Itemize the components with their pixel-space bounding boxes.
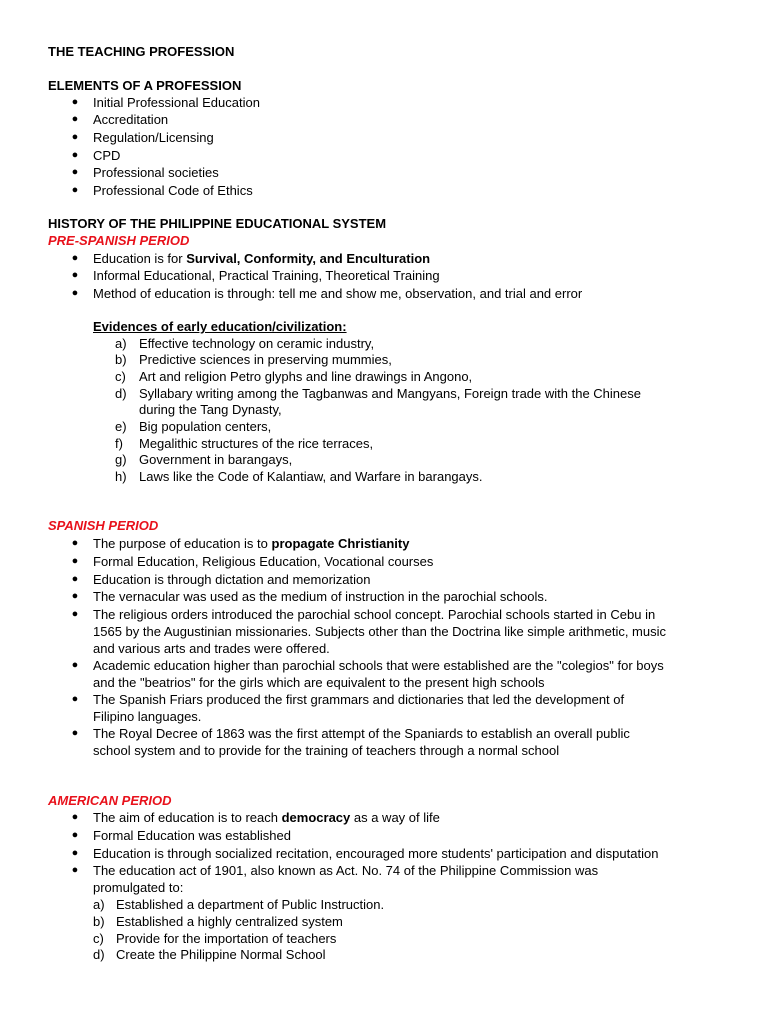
bullet-icon: ●: [71, 727, 79, 739]
bullet-icon: ●: [71, 166, 79, 178]
spanish-heading: SPANISH PERIOD: [48, 518, 159, 533]
bullet-icon: ●: [71, 573, 79, 585]
american-heading: AMERICAN PERIOD: [48, 793, 172, 808]
bullet-icon: ●: [71, 590, 79, 602]
bullet-icon: ●: [71, 693, 79, 705]
pre-spanish-heading: PRE-SPANISH PERIOD: [48, 233, 190, 248]
bullet-icon: ●: [71, 287, 79, 299]
bullet-icon: ●: [71, 847, 79, 859]
evidences-heading: Evidences of early education/civilization:: [93, 319, 347, 334]
bullet-icon: ●: [71, 659, 79, 671]
bullet-icon: ●: [71, 555, 79, 567]
bullet-icon: ●: [71, 269, 79, 281]
bullet-icon: ●: [71, 829, 79, 841]
bullet-icon: ●: [71, 811, 79, 823]
document-title: THE TEACHING PROFESSION: [48, 44, 235, 59]
bullet-icon: ●: [71, 96, 79, 108]
document-page: THE TEACHING PROFESSION ELEMENTS OF A PROFESSION ● Initial Professional Education ● Accreditation ● Regulation/Licensing ● CPD ● Professional societies ● Professional Code of Ethics HISTORY OF THE PHILIPPINE EDUCATIONAL SYSTEM PRE-SPANISH PERIOD ● Education is for Survival, Conformity, and Enculturation ● Informal Educational, Practical Training, Theoretical Training ● Method of education is through: tell me and show me, observation, and trial and error Evidences of early education/civilization: a) Effective technology on ceramic industry, b) Predictive sciences in preserving mummies, c) Art and religion Petro glyphs and line drawings in Angono, d) Syllabary writing among the Tagbanwas and Mangyans, Foreign trade with the Chinese during the Tang Dynasty, e) Big population centers, f) Megalithic structures of the rice terraces, g) Government in barangays, h) Laws like the Code of Kalantiaw, and Warfare in barangays. SPANISH PERIOD ● The purpose of education is to propagate Christianity ● Formal Education, Religious Education, Vocational courses ● Education is through dictation and memorization ● The vernacular was used as the medium of instruction in the parochial schools. ● The religious orders introduced the parochial school concept. Parochial schools started in Cebu in 1565 by the Augustinian missionaries. Subjects other than the Doctrina like simple arithmetic, music and various arts and trades were offered. ● Academic education higher than parochial schools that were established are the "colegios" for boys and the "beatrios" for the girls which are equivalent to the present high schools ● The Spanish Friars produced the first grammars and dictionaries that led the development of Filipino languages. ● The Royal Decree of 1863 was the first attempt of the Spaniards to establish an overall public school system and to provide for the training of teachers through a normal school AMERICAN PERIOD ● The aim of education is to reach democracy as a way of life ● Formal Education was established ● Education is through socialized recitation, encouraged more students' participation and disputation ● The education act of 1901, also known as Act. No. 74 of the Philippine Commission was promulgated to: a) Established a department of Public Instruction. b) Established a highly centralized system c) Provide for the importation of teachers d) Create the Philippine Normal School: [48, 44, 667, 962]
bullet-icon: ●: [71, 537, 79, 549]
bullet-icon: ●: [71, 252, 79, 264]
bullet-icon: ●: [71, 131, 79, 143]
bullet-icon: ●: [71, 113, 79, 125]
bullet-icon: ●: [71, 184, 79, 196]
bullet-icon: ●: [71, 149, 79, 161]
elements-heading: ELEMENTS OF A PROFESSION: [48, 78, 242, 93]
bullet-icon: ●: [71, 608, 79, 620]
history-heading: HISTORY OF THE PHILIPPINE EDUCATIONAL SYSTEM: [48, 216, 387, 231]
bullet-icon: ●: [71, 864, 79, 876]
